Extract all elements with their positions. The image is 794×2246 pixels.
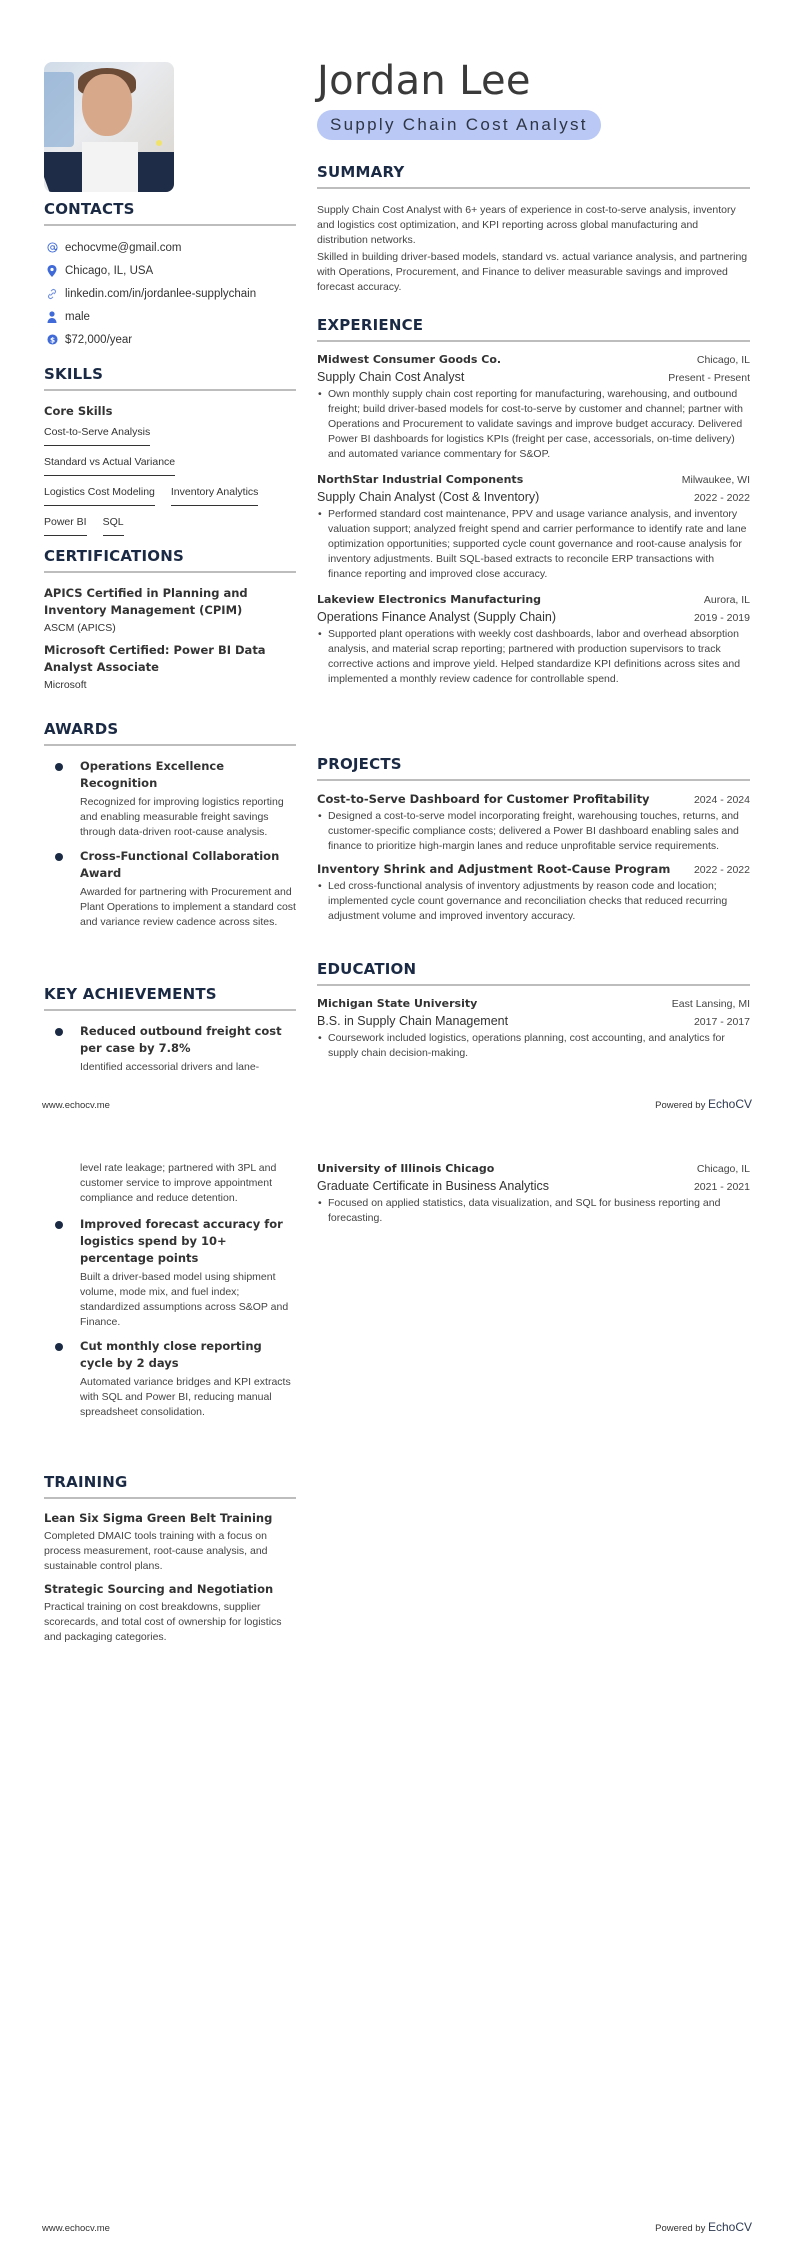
project-name: Inventory Shrink and Adjustment Root-Cause Program (317, 862, 671, 876)
project-bullet: • Led cross-functional analysis of inventory adjustments by reason code and location; implemented cycle count governance and reconciliation checks that reduced recurring adjustment volume and improved inventory accuracy. (317, 879, 750, 924)
svg-text:$: $ (49, 335, 55, 345)
link-icon (46, 288, 58, 300)
employment-dates: Present - Present (668, 372, 750, 384)
award-description: Recognized for improving logistics reporting and enabling measurable freight savings through data-driven root-cause analysis. (80, 796, 284, 838)
award-title: Operations Excellence Recognition (80, 759, 224, 790)
degree-title: Graduate Certificate in Business Analytics (317, 1179, 550, 1193)
company-location: Milwaukee, WI (681, 474, 750, 486)
company-name: Lakeview Electronics Manufacturing (317, 593, 542, 606)
training-name: Strategic Sourcing and Negotiation (44, 1582, 274, 1596)
summary-paragraph: Skilled in building driver-based models, standard vs. actual variance analysis, and partnering with Operations, Procurement, and Finance to deliver measurable savings and improved forecast accuracy. (317, 251, 748, 293)
key-achievements-section (44, 985, 296, 1075)
bullet-dot-icon (55, 853, 63, 861)
candidate-name: Jordan Lee (317, 58, 531, 104)
skills-group-title: Core Skills (44, 404, 113, 418)
projects-section (317, 755, 750, 924)
key-achievements-continued (44, 1161, 296, 1420)
project-entry (317, 792, 750, 854)
school-location: Chicago, IL (696, 1163, 750, 1175)
project-name: Cost-to-Serve Dashboard for Customer Profitability (317, 792, 650, 806)
achievement-title: Cut monthly close reporting cycle by 2 days (80, 1339, 262, 1370)
projects-heading: PROJECTS (317, 755, 750, 781)
certifications-heading: CERTIFICATIONS (44, 547, 296, 573)
training-name: Lean Six Sigma Green Belt Training (44, 1511, 273, 1525)
achievement-title: Reduced outbound freight cost per case by 7.8% (80, 1024, 282, 1055)
achievement-title: Improved forecast accuracy for logistics spend by 10+ percentage points (80, 1217, 283, 1265)
footer-powered-by[interactable] (655, 1097, 752, 1111)
powered-by-label: Powered by (655, 1100, 706, 1111)
experience-heading: EXPERIENCE (317, 316, 750, 342)
training-description: Practical training on cost breakdowns, supplier scorecards, and total cost of ownership for logistics and packaging categories. (44, 1601, 282, 1643)
company-name: NorthStar Industrial Components (317, 473, 524, 486)
role-title: Supply Chain Cost Analyst (330, 115, 588, 134)
skill-chip: Inventory Analytics (171, 482, 259, 506)
brand-name: EchoCV (707, 1097, 752, 1111)
contact-email[interactable] (44, 236, 296, 259)
school-location: East Lansing, MI (671, 998, 750, 1010)
position-title: Supply Chain Cost Analyst (317, 370, 465, 384)
contact-linkedin[interactable] (44, 282, 296, 305)
skill-chip: Cost-to-Serve Analysis (44, 422, 150, 446)
contact-salary (44, 328, 296, 351)
powered-by-label: Powered by (655, 2223, 706, 2234)
salary-icon (46, 334, 58, 346)
resume-page-2 (0, 1123, 794, 2246)
brand-name: EchoCV (707, 2220, 752, 2234)
education-bullet: • Coursework included logistics, operations planning, cost accounting, and analytics for supply chain decision-making. (317, 1031, 750, 1061)
project-dates: 2022 - 2022 (693, 864, 750, 876)
contact-location (44, 259, 296, 282)
skills-heading: SKILLS (44, 365, 296, 391)
summary-section (317, 163, 750, 295)
bullet-dot-icon (55, 1343, 63, 1351)
profile-photo (44, 62, 174, 192)
bullet-dot-icon (55, 1028, 63, 1036)
skill-chip: Power BI (44, 512, 87, 536)
experience-bullet: • Performed standard cost maintenance, PPV and usage variance analysis, and inventory valuation support; analyzed freight spend and carrier performance to identify rate and lane optimization opportunities; supported cycle count governance and root-cause analysis for inventory adjustments. Built SQL-based extracts to reconcile ERP transactions with finance reporting and improved close accuracy. (317, 507, 750, 582)
contacts-section (44, 200, 296, 351)
project-bullet: • Designed a cost-to-serve model incorporating freight, warehousing touches, returns, and customer-specific compliance costs; delivered a Power BI dashboard enabling sales and finance to prioritize high-margin lanes and reduce unprofitable service requirements. (317, 809, 750, 854)
skill-chip: Standard vs Actual Variance (44, 452, 175, 476)
skills-section (44, 365, 296, 542)
education-bullet: • Focused on applied statistics, data visualization, and SQL for business reporting and forecasting. (317, 1196, 750, 1226)
training-description: Completed DMAIC tools training with a focus on process measurement, root-cause analysis, and sustainable control plans. (44, 1530, 268, 1572)
experience-bullet: • Own monthly supply chain cost reporting for manufacturing, warehousing, and outbound freight; build driver-based models for cost-to-serve by customer and channel; partner with Operations and Procurement to validate savings and improve budget accuracy. Delivered Power BI dashboards for logistics KPIs (freight per case, accessorials, on-time delivery) and automated variance commentary for S&OP. (317, 387, 750, 462)
experience-entry (317, 473, 750, 582)
summary-heading: SUMMARY (317, 163, 750, 189)
experience-section (317, 316, 750, 687)
company-location: Chicago, IL (696, 354, 750, 366)
certification-item (44, 585, 296, 634)
bullet-dot-icon (55, 763, 63, 771)
footer-website-link[interactable]: www.echocv.me (42, 2223, 110, 2234)
position-title: Supply Chain Analyst (Cost & Inventory) (317, 490, 540, 504)
education-dates: 2021 - 2021 (693, 1181, 750, 1193)
education-heading: EDUCATION (317, 960, 750, 986)
employment-dates: 2019 - 2019 (693, 612, 750, 624)
certifications-section (44, 547, 296, 691)
achievement-item (44, 1023, 296, 1075)
employment-dates: 2022 - 2022 (693, 492, 750, 504)
at-icon (46, 242, 58, 254)
degree-title: B.S. in Supply Chain Management (317, 1014, 509, 1028)
award-item (44, 758, 296, 840)
company-location: Aurora, IL (703, 594, 750, 606)
company-name: Midwest Consumer Goods Co. (317, 353, 502, 366)
experience-entry (317, 353, 750, 462)
contact-gender-value: male (65, 310, 90, 323)
award-title: Cross-Functional Collaboration Award (80, 849, 280, 880)
position-title: Operations Finance Analyst (Supply Chain) (317, 610, 557, 624)
user-icon (46, 311, 58, 323)
footer-website-link[interactable]: www.echocv.me (42, 1100, 110, 1111)
achievement-item (44, 1338, 296, 1420)
training-heading: TRAINING (44, 1473, 296, 1499)
project-dates: 2024 - 2024 (693, 794, 750, 806)
school-name: University of Illinois Chicago (317, 1162, 495, 1175)
school-name: Michigan State University (317, 997, 478, 1010)
awards-heading: AWARDS (44, 720, 296, 746)
contact-salary-value: $72,000/year (65, 333, 133, 346)
contacts-heading: CONTACTS (44, 200, 296, 226)
experience-entry (317, 593, 750, 687)
training-item (44, 1511, 296, 1574)
training-section (44, 1473, 296, 1645)
achievement-description: Automated variance bridges and KPI extracts with SQL and Power BI, reducing manual spreadsheet consolidation. (80, 1376, 291, 1418)
experience-bullet: • Supported plant operations with weekly cost dashboards, labor and overhead absorption analysis, and material scrap reporting; partnered with production supervisors to track corrective actions and improve yield. Helped standardize KPI definitions across sites and implemented a monthly review cadence for controllable spend. (317, 627, 750, 687)
achievement-description-continued: level rate leakage; partnered with 3PL and customer service to improve appointment compliance and reduce detention. (80, 1162, 277, 1204)
contact-email-value: echocvme@gmail.com (65, 241, 182, 254)
role-badge (317, 110, 601, 140)
skill-chip: Logistics Cost Modeling (44, 482, 155, 506)
project-entry (317, 862, 750, 924)
education-entry (317, 997, 750, 1061)
certification-issuer: ASCM (APICS) (44, 622, 116, 634)
certification-name: Microsoft Certified: Power BI Data Analyst Associate (44, 643, 266, 674)
education-section (317, 960, 750, 1061)
key-achievements-heading: KEY ACHIEVEMENTS (44, 985, 296, 1011)
contact-location-value: Chicago, IL, USA (65, 264, 154, 277)
bullet-dot-icon (55, 1221, 63, 1229)
education-continued (317, 1162, 750, 1226)
education-entry (317, 1162, 750, 1226)
contact-linkedin-value: linkedin.com/in/jordanlee-supplychain (65, 287, 257, 300)
award-item (44, 848, 296, 930)
achievement-description: Built a driver-based model using shipment volume, mode mix, and fuel index; standardized assumptions across S&OP and Finance. (80, 1271, 289, 1328)
summary-paragraph: Supply Chain Cost Analyst with 6+ years of experience in cost-to-serve analysis, inventory and logistics cost optimization, and KPI reporting across global manufacturing and distribution networks. (317, 204, 736, 246)
certification-name: APICS Certified in Planning and Inventory Management (CPIM) (44, 586, 248, 617)
achievement-item (44, 1216, 296, 1330)
certification-issuer: Microsoft (44, 679, 87, 691)
contact-gender (44, 305, 296, 328)
achievement-description: Identified accessorial drivers and lane- (80, 1061, 260, 1073)
award-description: Awarded for partnering with Procurement and Plant Operations to implement a standard cost and variance review cadence across sites. (80, 886, 296, 928)
location-pin-icon (46, 265, 58, 277)
education-dates: 2017 - 2017 (693, 1016, 750, 1028)
awards-section (44, 720, 296, 930)
certification-item (44, 642, 296, 691)
training-item (44, 1582, 296, 1645)
footer-powered-by[interactable] (655, 2220, 752, 2234)
skill-chip: SQL (103, 512, 124, 536)
